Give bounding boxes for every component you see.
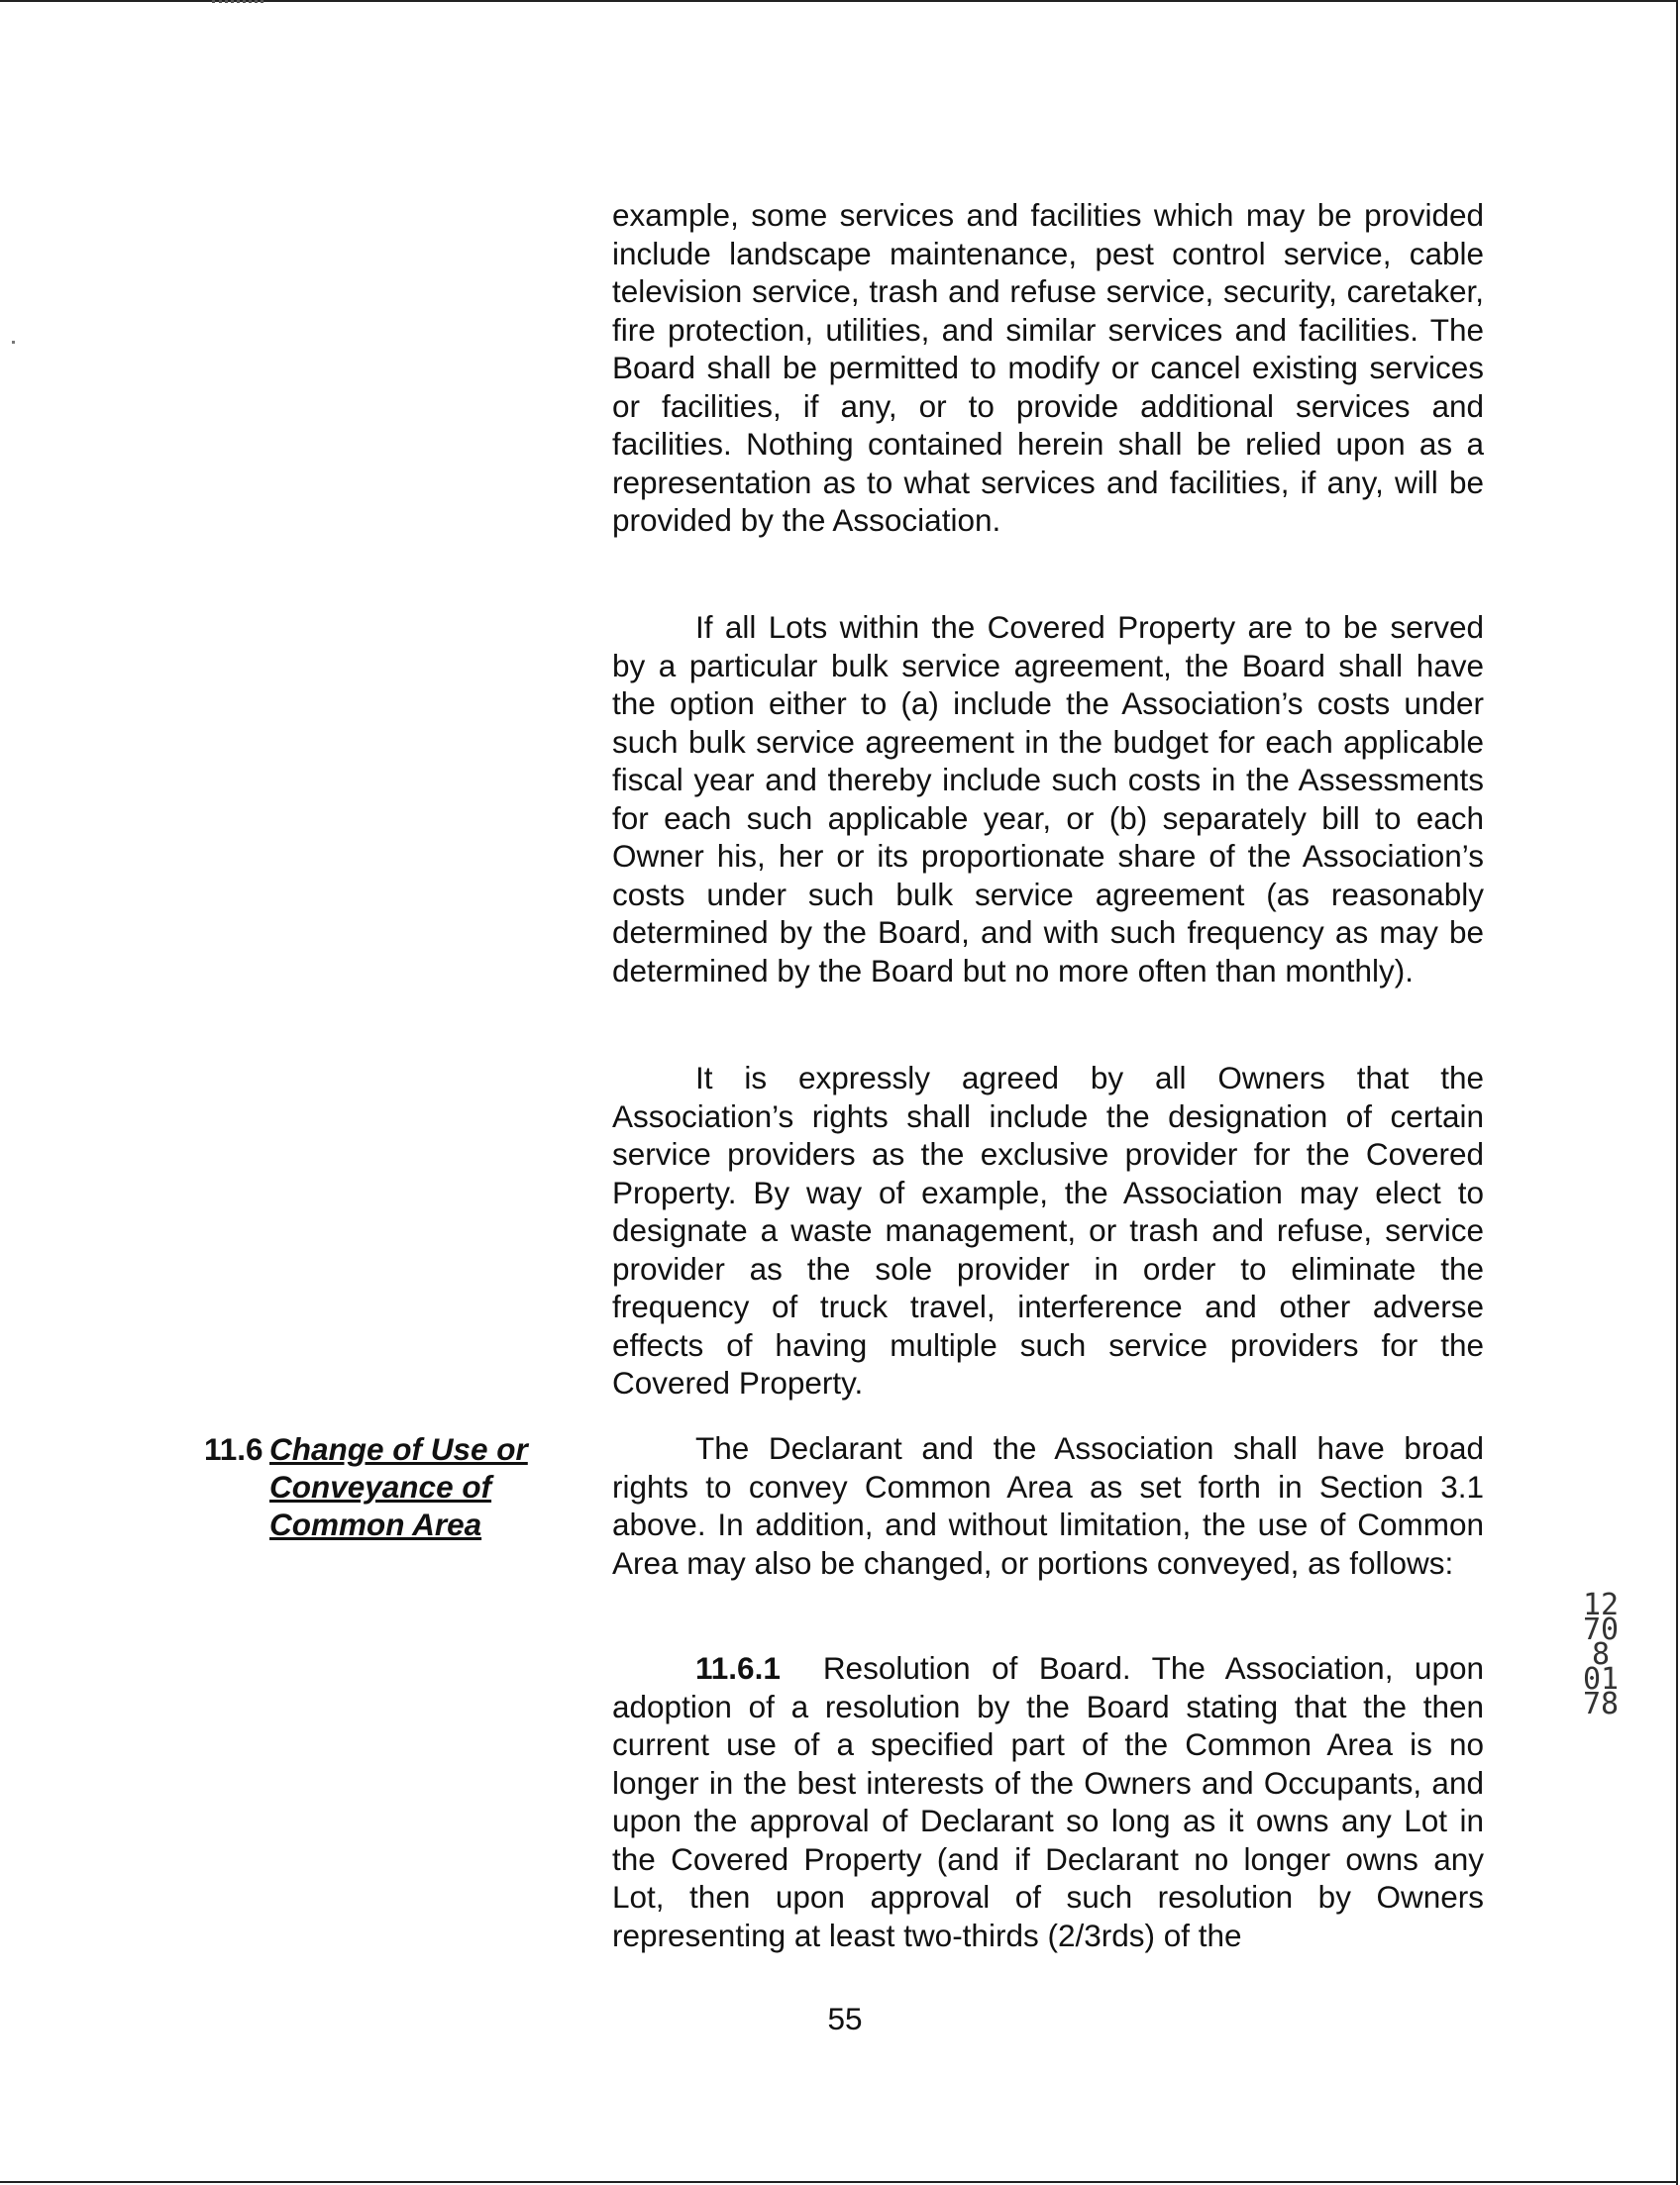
paragraph-resolution-of-board bbox=[612, 1649, 1484, 1954]
section-title-line-3: Common Area bbox=[269, 1507, 482, 1542]
page-number: 55 bbox=[827, 2001, 863, 2036]
scan-artifact-dot bbox=[12, 341, 15, 344]
right-border-line bbox=[1676, 0, 1678, 2185]
subsection-text: Resolution of Board. The Association, upon adoption of a resolution by the Board stating that the then current use of a specified part of the Common Area is no longer in the best interests of the Owners and Occupants, and upon the approval of Declarant so long as it owns any Lot in the Covered Property (and if Declarant no longer owns any Lot, then upon approval of such resolution by Owners representing at least two-thirds (2/3rds) of the bbox=[612, 1650, 1485, 1953]
section-title-line-1: Change of Use or bbox=[269, 1431, 528, 1467]
paragraph-services: example, some services and facilities which may be provided include landscape maintenance, pest control service, cable television service, trash and refuse service, security, caretaker, fire protection, utilities, and similar services and facilities. The Board shall be permitted to modify or cancel existing services or facilities, if any, or to provide additional services and facilities. Nothing contained herein shall be relied upon as a representation as to what services and facilities, if any, will be provided by the Association. bbox=[612, 197, 1484, 538]
section-number: 11.6 bbox=[204, 1431, 263, 1467]
recording-stamp: 12708 0178 bbox=[1582, 1588, 1620, 1721]
subsection-number: 11.6.1 bbox=[695, 1650, 781, 1686]
bottom-border-line bbox=[0, 2181, 1676, 2183]
paragraph-conveyance: The Declarant and the Association shall have broad rights to convey Common Area as set forth in Section 3.1 above. In addition, and without limitation, the use of Common Area may also be changed, or portions conveyed, as follows: bbox=[612, 1430, 1484, 1581]
section-title-line-2: Conveyance of bbox=[269, 1469, 492, 1505]
scan-artifact bbox=[212, 0, 263, 6]
paragraph-exclusive-provider: It is expressly agreed by all Owners that the Association’s rights shall include the designation of certain service providers as the exclusive provider for the Covered Property. By way of example, the Association may elect to designate a waste management, or trash and refuse, service provider as the sole provider in order to eliminate the frequency of truck travel, interference and other adverse effects of having multiple such service providers for the Covered Property. bbox=[612, 1060, 1484, 1401]
section-heading bbox=[204, 1430, 528, 1543]
paragraph-bulk-service: If all Lots within the Covered Property are to be served by a particular bulk service agreement, the Board shall have the option either to (a) include the Association’s costs under such bulk service agreement in the budget for each applicable fiscal year and thereby include such costs in the Assessments for each such applicable year, or (b) separately bill to each Owner his, her or its proportionate share of the Association’s costs under such bulk service agreement (as reasonably determined by the Board, and with such frequency as may be determined by the Board but no more often than monthly). bbox=[612, 609, 1484, 988]
